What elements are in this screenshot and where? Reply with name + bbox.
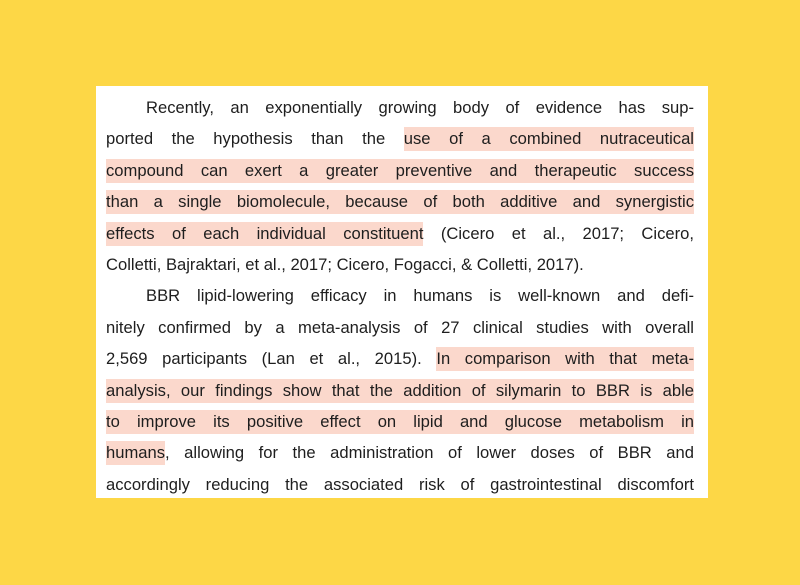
text-line bbox=[106, 343, 694, 374]
text-line bbox=[106, 312, 694, 343]
highlighted-text: than a single biomolecule, because of both additive and synergistic bbox=[106, 190, 694, 214]
text-line bbox=[106, 406, 694, 437]
line-text: BBR lipid-lowering efficacy in humans is well-known and defi- bbox=[146, 286, 694, 306]
line-text: accordingly reducing the associated risk of gastrointestinal discomfort bbox=[106, 474, 694, 494]
line-text: Colletti, Bajraktari, et al., 2017; Cicero, Fogacci, & Colletti, 2017). bbox=[106, 254, 584, 274]
text-line bbox=[106, 155, 694, 186]
highlighted-text: effects of each individual constituent bbox=[106, 222, 423, 246]
highlighted-text: In comparison with that meta- bbox=[436, 347, 694, 371]
text-line bbox=[106, 469, 694, 500]
text-line bbox=[106, 218, 694, 249]
line-text: (Cicero et al., 2017; Cicero, bbox=[423, 223, 694, 243]
text-line bbox=[106, 186, 694, 217]
body-text bbox=[106, 92, 694, 500]
text-line bbox=[106, 375, 694, 406]
text-line bbox=[106, 280, 694, 311]
line-text: nitely confirmed by a meta-analysis of 27 clinical studies with overall bbox=[106, 317, 694, 337]
line-text: ported the hypothesis than the bbox=[106, 129, 404, 149]
line-text: Recently, an exponentially growing body of evidence has sup- bbox=[146, 98, 694, 117]
highlighted-text: humans bbox=[106, 441, 165, 465]
document-page bbox=[96, 86, 708, 498]
text-line bbox=[106, 123, 694, 154]
text-line bbox=[106, 437, 694, 468]
highlighted-text: compound can exert a greater preventive and therapeutic success bbox=[106, 159, 694, 183]
text-line bbox=[106, 249, 694, 280]
line-text: , allowing for the administration of lower doses of BBR and bbox=[165, 443, 694, 463]
line-text: 2,569 participants (Lan et al., 2015). bbox=[106, 349, 437, 369]
highlighted-text: use of a combined nutraceutical bbox=[404, 127, 694, 151]
text-line bbox=[106, 92, 694, 123]
highlighted-text: to improve its positive effect on lipid and glucose metabolism in bbox=[106, 410, 694, 434]
highlighted-text: analysis, our findings show that the addition of silymarin to BBR is able bbox=[106, 379, 694, 403]
